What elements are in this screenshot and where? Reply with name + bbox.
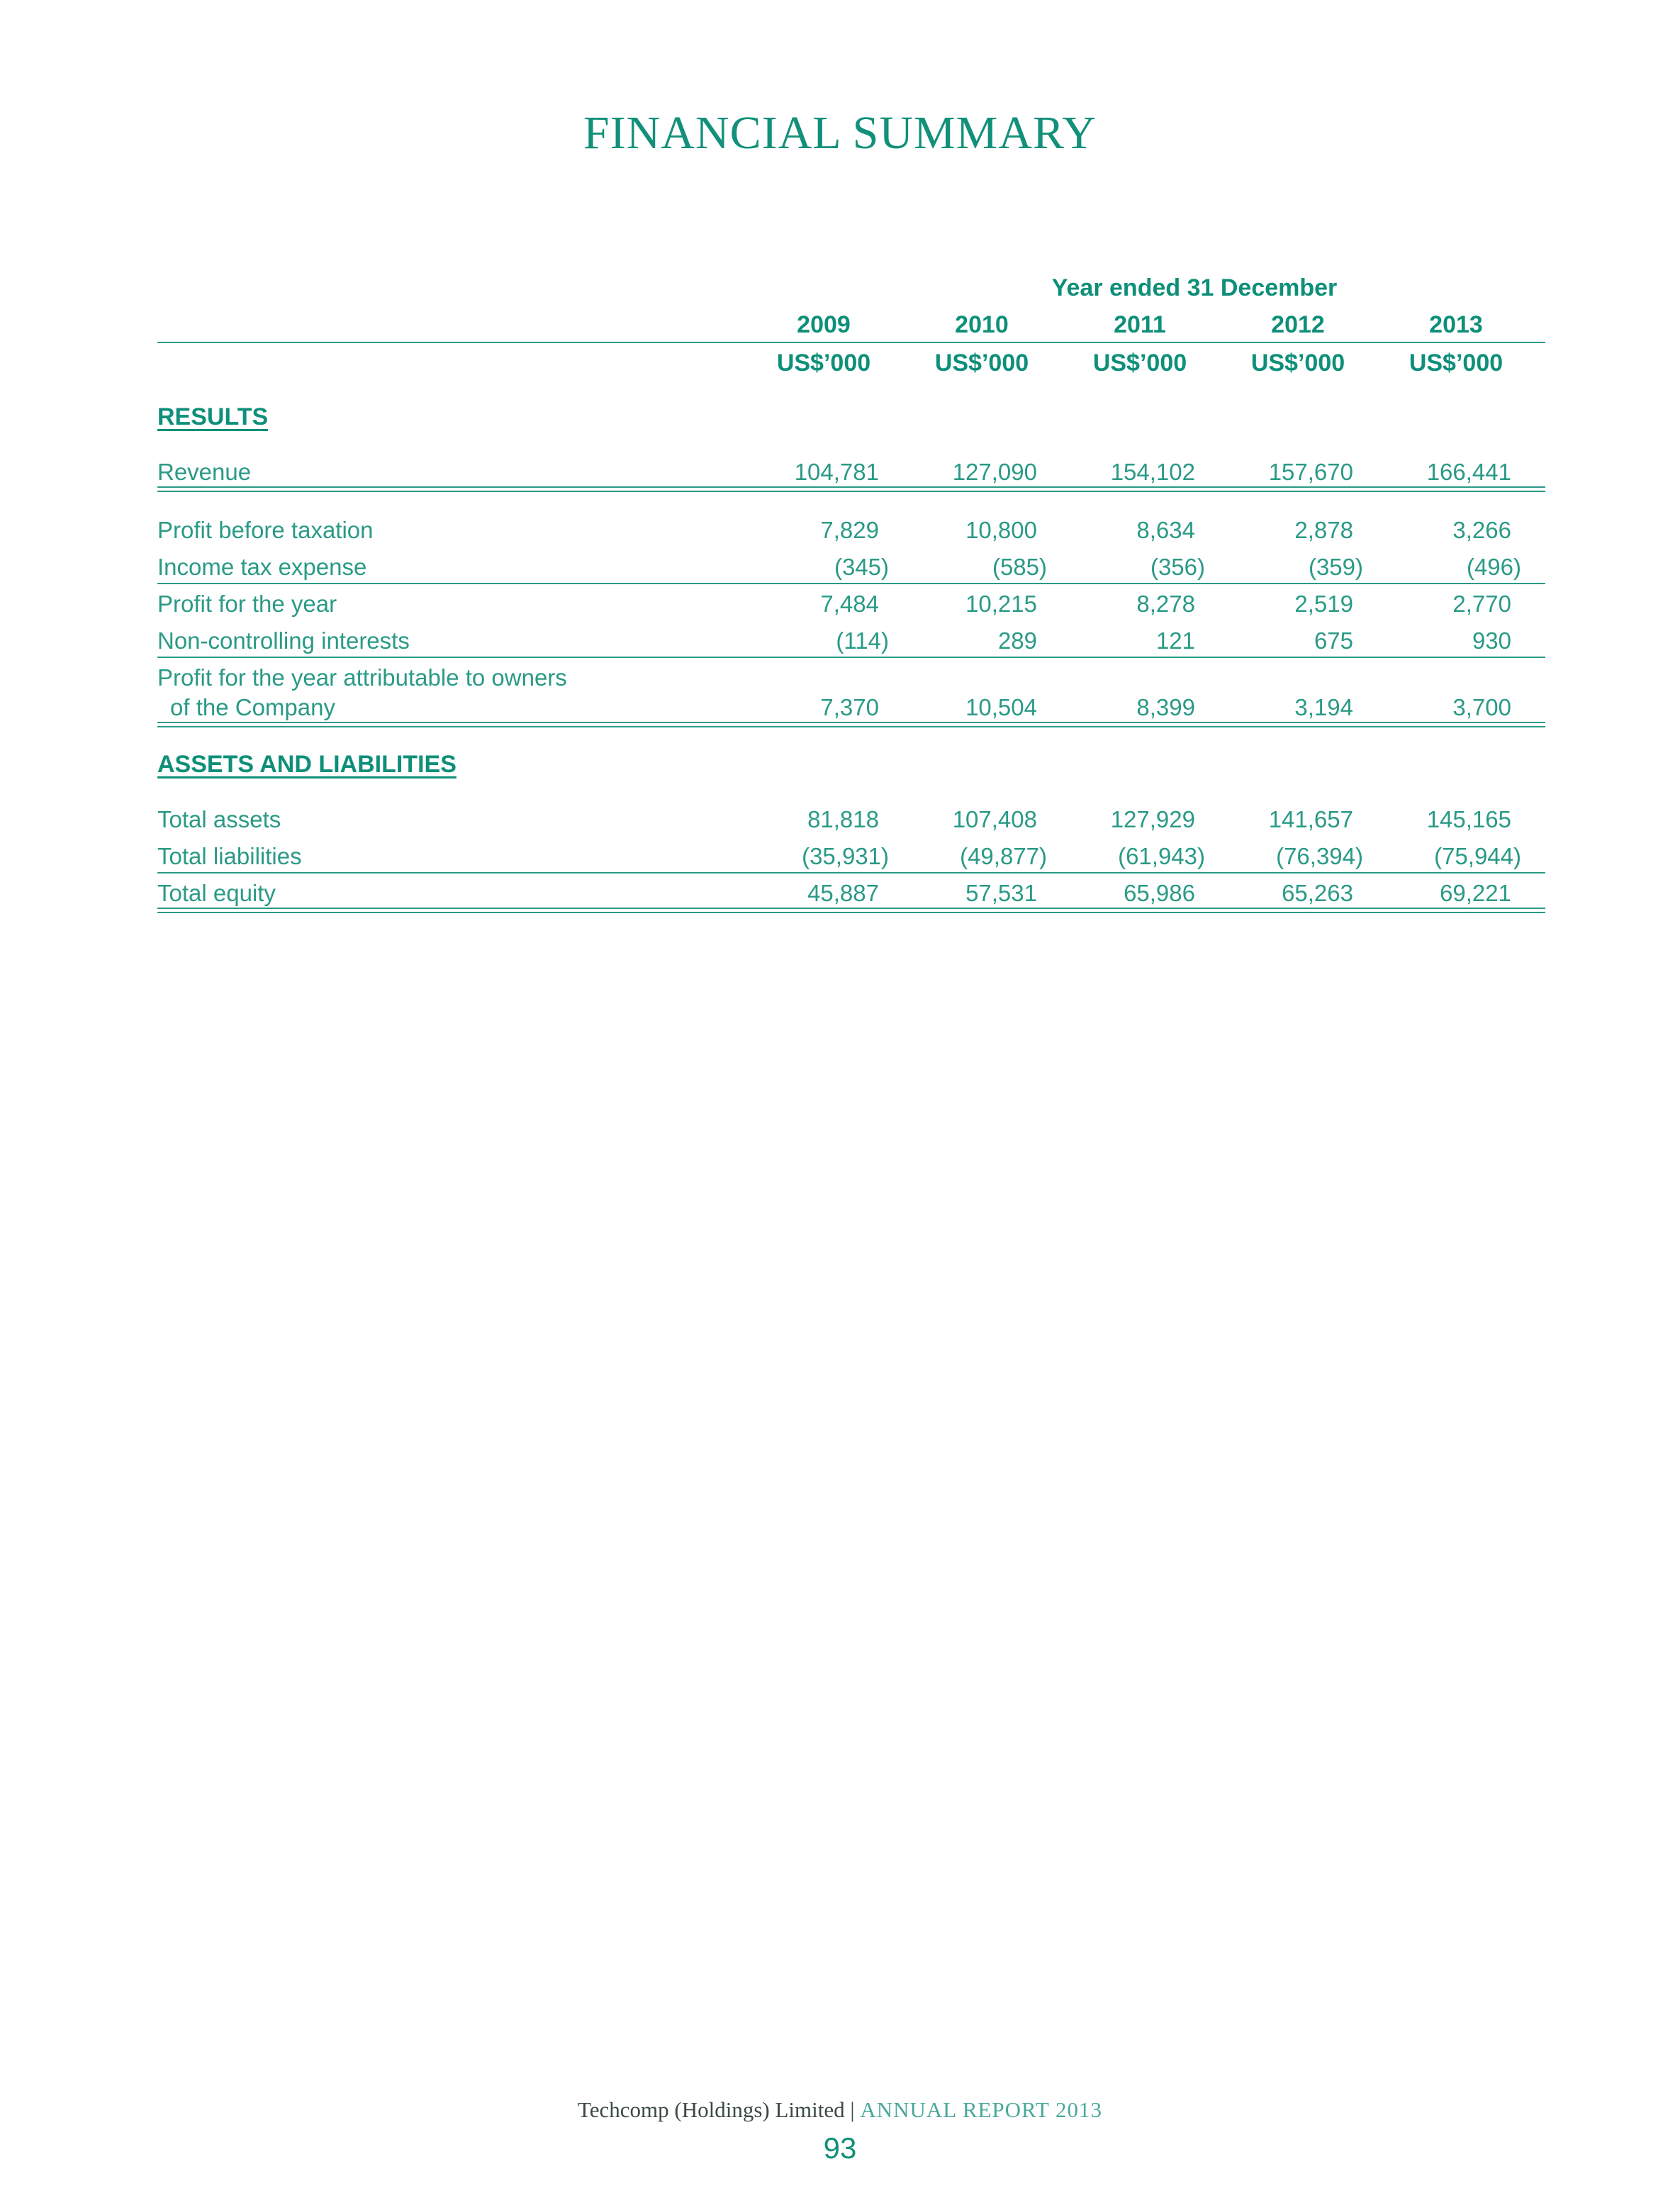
table-cell: 7,829 (820, 517, 879, 543)
table-cell: 289 (997, 627, 1037, 654)
report-title: ANNUAL REPORT 2013 (860, 2097, 1102, 2122)
row-label: Profit for the year attributable to owners (157, 664, 567, 691)
unit-header: US$’000 (776, 350, 871, 376)
table-cell: 2,519 (1294, 591, 1353, 617)
period-header: Year ended 31 December (1051, 274, 1338, 301)
row-label: Profit before taxation (157, 517, 374, 543)
table-cell: 65,986 (1124, 880, 1195, 906)
subtotal-rule (157, 657, 1545, 658)
table-cell: 7,484 (820, 591, 879, 617)
table-row-owners (157, 689, 1545, 726)
unit-header: US$’000 (1409, 350, 1503, 376)
section-assets (157, 746, 1545, 783)
table-cell: 3,266 (1452, 517, 1511, 543)
table-cell: 157,670 (1268, 459, 1353, 485)
table-cell: 127,090 (952, 459, 1037, 485)
units-row (157, 345, 1545, 381)
table-cell: 57,531 (965, 880, 1037, 906)
row-label: Revenue (157, 459, 252, 485)
unit-header: US$’000 (934, 350, 1029, 376)
table-cell: 2,878 (1294, 517, 1353, 543)
row-label: Profit for the year (157, 591, 337, 617)
section-title: RESULTS (157, 403, 269, 430)
table-cell: (359) (1308, 554, 1363, 580)
table-cell: 930 (1472, 627, 1511, 654)
years-row (157, 306, 1545, 343)
table-cell: 154,102 (1110, 459, 1195, 485)
table-cell: 3,700 (1452, 694, 1511, 720)
table-cell: 8,278 (1136, 591, 1195, 617)
row-label: Income tax expense (157, 554, 367, 580)
table-cell: (345) (834, 554, 889, 580)
year-header: 2010 (955, 311, 1009, 338)
table-row-total-equity (157, 875, 1545, 912)
table-cell: (75,944) (1434, 843, 1521, 869)
page-number: 93 (823, 2131, 857, 2165)
company-name: Techcomp (Holdings) Limited (577, 2097, 845, 2122)
table-cell: 10,215 (965, 591, 1037, 617)
table-cell: 10,800 (965, 517, 1037, 543)
table-row-income-tax (157, 549, 1545, 586)
table-cell: 2,770 (1452, 591, 1511, 617)
table-row-profit-for-year (157, 586, 1545, 623)
table-cell: (114) (836, 627, 889, 654)
table-row-revenue (157, 454, 1545, 491)
table-row-profit-before-taxation (157, 512, 1545, 549)
table-cell: 166,441 (1426, 459, 1511, 485)
table-cell: 107,408 (952, 806, 1037, 832)
footer (0, 2097, 1680, 2123)
page-title: FINANCIAL SUMMARY (583, 107, 1097, 159)
section-results (157, 398, 1545, 435)
row-label: Non-controlling interests (157, 627, 410, 654)
table-cell: 121 (1155, 627, 1195, 654)
table-cell: 8,399 (1136, 694, 1195, 720)
table-cell: 675 (1314, 627, 1353, 654)
subtotal-rule (157, 872, 1545, 873)
table-cell: (356) (1150, 554, 1205, 580)
double-rule (157, 722, 1545, 727)
period-header-row (157, 269, 1545, 306)
row-label: of the Company (170, 694, 335, 720)
year-header: 2009 (797, 311, 851, 338)
header-rule (157, 342, 1545, 343)
table-cell: 7,370 (820, 694, 879, 720)
table-cell: 141,657 (1268, 806, 1353, 832)
table-cell: (49,877) (960, 843, 1047, 869)
year-header: 2012 (1271, 311, 1325, 338)
row-label: Total liabilities (157, 843, 302, 869)
unit-header: US$’000 (1250, 350, 1345, 376)
table-cell: (76,394) (1276, 843, 1363, 869)
double-rule (157, 908, 1545, 913)
table-cell: 10,504 (965, 694, 1037, 720)
section-title: ASSETS AND LIABILITIES (157, 751, 457, 778)
double-rule (157, 486, 1545, 492)
table-cell: (35,931) (802, 843, 889, 869)
year-header: 2013 (1429, 311, 1483, 338)
row-label: Total equity (157, 880, 276, 906)
table-cell: 127,929 (1110, 806, 1195, 832)
table-row-non-controlling (157, 623, 1545, 659)
table-cell: (496) (1466, 554, 1521, 580)
year-header: 2011 (1114, 311, 1166, 338)
table-cell: 3,194 (1294, 694, 1353, 720)
footer-separator: | (850, 2097, 855, 2122)
table-cell: 81,818 (807, 806, 879, 832)
table-cell: 65,263 (1282, 880, 1353, 906)
table-cell: 104,781 (794, 459, 879, 485)
table-cell: 8,634 (1136, 517, 1195, 543)
table-row-total-liabilities (157, 838, 1545, 875)
table-cell: (61,943) (1118, 843, 1205, 869)
subtotal-rule (157, 583, 1545, 584)
table-cell: 45,887 (807, 880, 879, 906)
table-cell: (585) (992, 554, 1047, 580)
table-row-total-assets (157, 801, 1545, 838)
table-cell: 145,165 (1426, 806, 1511, 832)
unit-header: US$’000 (1092, 350, 1187, 376)
row-label: Total assets (157, 806, 281, 832)
table-cell: 69,221 (1440, 880, 1511, 906)
